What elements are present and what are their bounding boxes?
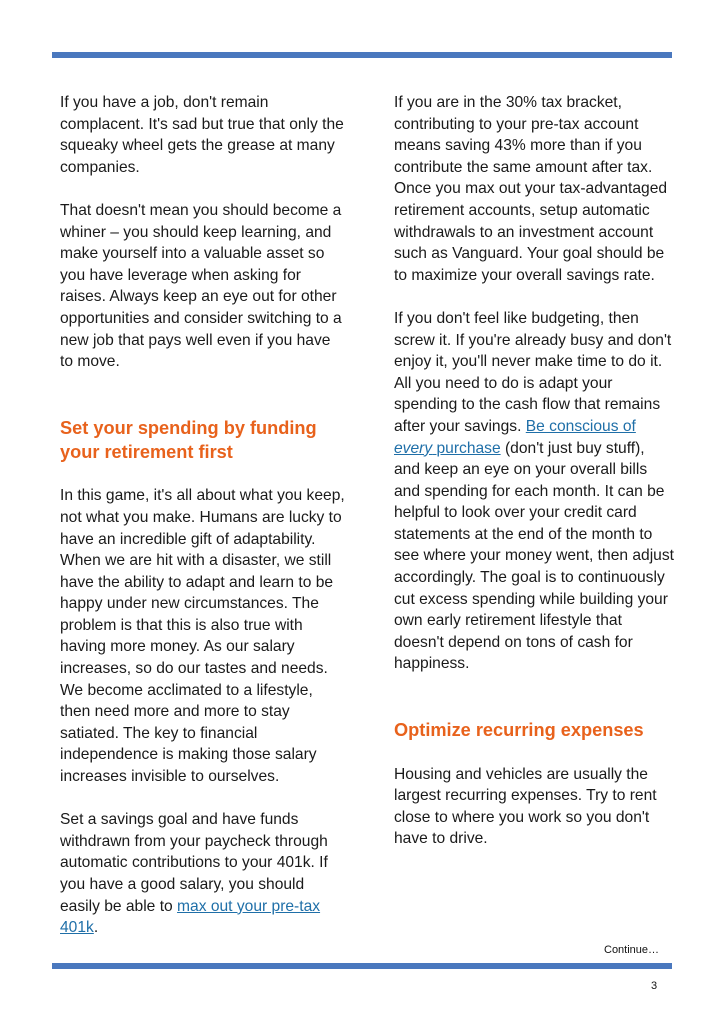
section-heading-retirement: Set your spending by funding your retirement first: [60, 417, 317, 462]
link-emphasis: every: [394, 439, 433, 457]
paragraph: If you have a job, don't remain complacent. It's sad but true that only the squeaky wheel gets the grease at many companies.: [60, 94, 344, 176]
paragraph: If you are in the 30% tax bracket, contributing to your pre-tax account means saving 43% more than if you contribute the same amount after tax. Once you max out your tax-advantaged retirement accounts, setup automatic withdrawals to an investment account such as Vanguard. Your goal should be to maximize your overall savings rate.: [394, 94, 668, 284]
paragraph-text: Set a savings goal and have funds withdrawn from your paycheck through automatic contributions to your 401k. If you have a good salary, you should easily be able to: [60, 811, 328, 915]
right-column: [394, 92, 674, 850]
bottom-rule: [52, 963, 672, 969]
max-out-401k-link[interactable]: max out your pre-tax 401k: [60, 897, 321, 937]
section-heading-expenses: Optimize recurring expenses: [394, 720, 644, 741]
link-text: Be conscious of: [525, 417, 636, 435]
page-number: 3: [651, 980, 658, 992]
paragraph-text: If you don't feel like budgeting, then screw it. If you're already busy and don't enjoy it, you'll never make time to do it. All you need to do is adapt your spending to the cash flow that remains after your savings.: [394, 309, 672, 435]
paragraph: Housing and vehicles are usually the largest recurring expenses. Try to rent close to where you work so you don't have to drive.: [394, 765, 657, 848]
continue-label: Continue…: [604, 944, 660, 956]
left-column: [60, 92, 345, 939]
top-rule: [52, 52, 672, 58]
link-text: purchase: [436, 439, 501, 457]
paragraph: In this game, it's all about what you keep, not what you make. Humans are lucky to have an incredible gift of adaptability. When we are hit with a disaster, we still have the ability to adapt and learn to be happy under new circumstances. The problem is that this is also true with having more money. As our salary increases, so do our tastes and needs. We become acclimated to a lifestyle, then need more and more to stay satiated. The key to financial independence is making those salary increases invisible to ourselves.: [60, 487, 345, 786]
paragraph-end: .: [93, 919, 99, 937]
paragraph-text: (don't just buy stuff), and keep an eye on your overall bills and spending for each month. It can be helpful to look over your credit card statements at the end of the month to see where your money went, then adjust accordingly. The goal is to continuously cut excess spending while building your own early retirement lifestyle that doesn't depend on tons of cash for happiness.: [394, 439, 674, 673]
paragraph: [60, 809, 345, 939]
paragraph: That doesn't mean you should become a whiner – you should keep learning, and make yourself into a valuable asset so you have leverage when asking for raises. Always keep an eye out for other opportunities and consider switching to a new job that pays well even if you have to move.: [60, 201, 342, 371]
paragraph: [394, 308, 674, 675]
